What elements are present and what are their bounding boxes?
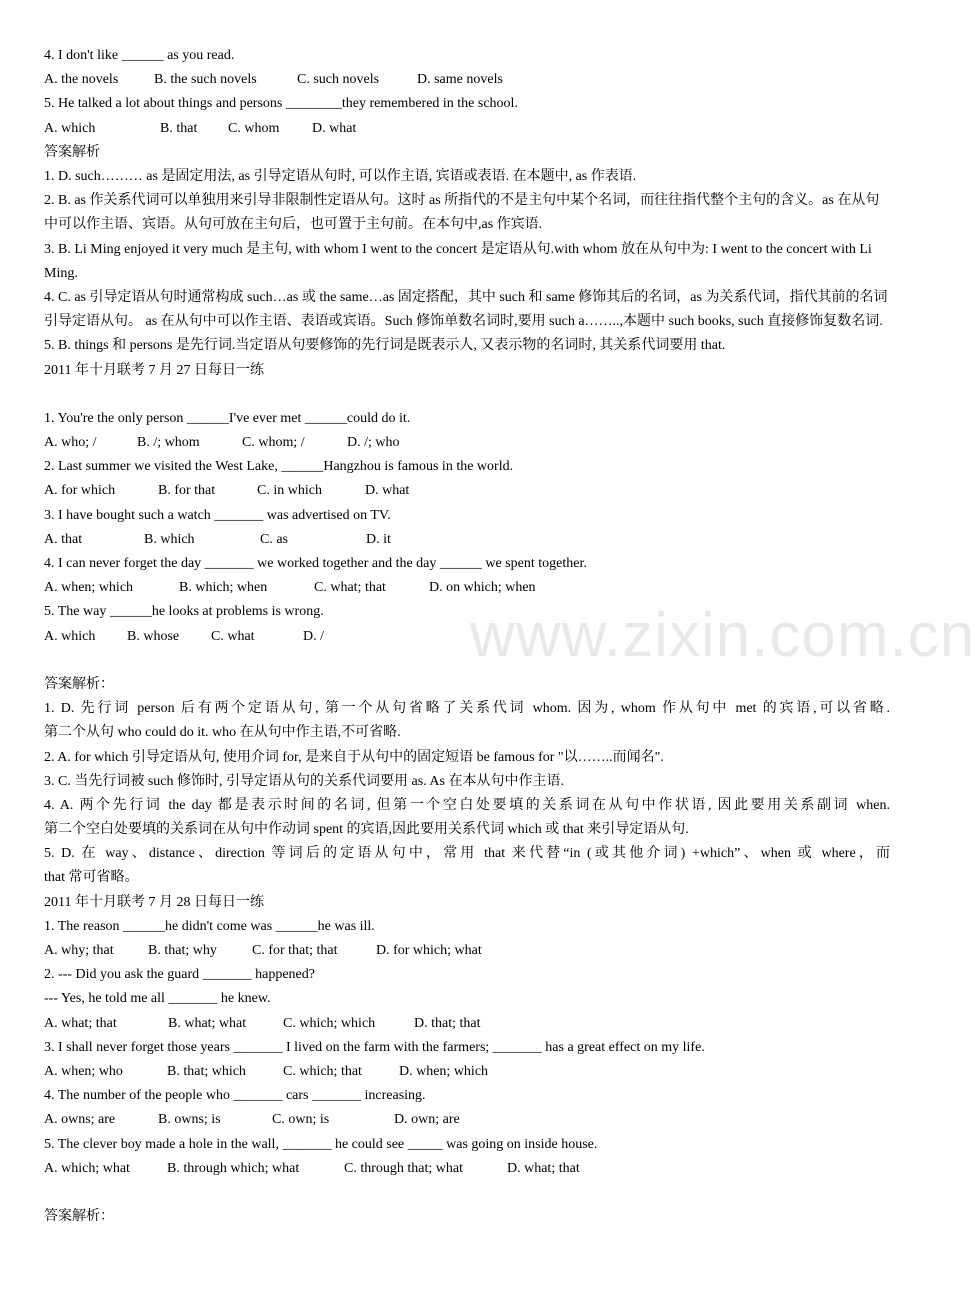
answer-option: C. through that; what bbox=[344, 1160, 463, 1176]
answer-options bbox=[44, 625, 890, 649]
text-line: 第二个从句 who could do it. who 在从句中作主语,不可省略. bbox=[44, 725, 401, 741]
text-line: 3. I shall never forget those years _______ I lived on the farm with the farmers; _______ has a great effect on my life. bbox=[44, 1039, 705, 1055]
blank-line bbox=[44, 1181, 890, 1205]
text-line: 1. D. such……… as 是固定用法, as 引导定语从句时, 可以作主语, 宾语或表语. 在本题中, as 作表语. bbox=[44, 168, 637, 184]
text-line: 2. B. as 作关系代词可以单独用来引导非限制性定语从句。这时 as 所指代的不是主句中某个名词，而往往指代整个主句的含义。as 在从句中可以作主语、宾语。从句可放在主句后，也可置于主句前。在本句中,as 作宾语. bbox=[44, 193, 880, 233]
answer-option: B. what; what bbox=[168, 1015, 247, 1031]
text-line: 5. He talked a lot about things and persons ________they remembered in the school. bbox=[44, 96, 518, 112]
answer-options bbox=[44, 576, 890, 600]
answer-option: A. which; what bbox=[44, 1160, 130, 1176]
text-line: 4. I can never forget the day _______ we worked together and the day ______ we spent together. bbox=[44, 556, 587, 572]
answer-option: C. what; that bbox=[314, 580, 386, 596]
text-line: 5. The way ______he looks at problems is wrong. bbox=[44, 604, 324, 620]
answer-options bbox=[44, 431, 890, 455]
answer-option: D. what bbox=[312, 120, 357, 136]
text-line: 4. A. 两个先行词 the day 都是表示时间的名词, 但第一个空白处要填的关系词在从句中作状语, 因此要用关系副词 when. bbox=[44, 797, 890, 813]
answer-option: B. owns; is bbox=[158, 1112, 221, 1128]
text-line: --- Yes, he told me all _______ he knew. bbox=[44, 991, 271, 1007]
answer-option: C. whom; / bbox=[242, 435, 305, 451]
answer-options bbox=[44, 1060, 890, 1084]
answer-option: C. for that; that bbox=[252, 943, 338, 959]
answer-option: D. / bbox=[303, 628, 324, 644]
answer-options bbox=[44, 528, 890, 552]
answer-option: A. when; who bbox=[44, 1063, 123, 1079]
document-body bbox=[44, 44, 890, 1229]
answer-option: C. as bbox=[260, 531, 288, 547]
text-line: 4. I don't like ______ as you read. bbox=[44, 48, 235, 63]
answer-option: D. for which; what bbox=[376, 943, 482, 959]
answer-option: D. what bbox=[365, 483, 410, 499]
answer-option: D. own; are bbox=[394, 1112, 460, 1128]
text-line: 3. C. 当先行词被 such 修饰时, 引导定语从句的关系代词要用 as. As 在本从句中作主语. bbox=[44, 773, 564, 789]
answer-option: B. for that bbox=[158, 483, 216, 499]
text-line: 2. Last summer we visited the West Lake, ______Hangzhou is famous in the world. bbox=[44, 459, 514, 475]
text-line: 3. I have bought such a watch _______ was advertised on TV. bbox=[44, 507, 391, 523]
text-line: 2. A. for which 引导定语从句, 使用介词 for, 是来自于从句中的固定短语 be famous for "以……..而闻名". bbox=[44, 749, 664, 765]
text-line: 第二个空白处要填的关系词在从句中作动词 spent 的宾语,因此要用关系代词 which 或 that 来引导定语从句. bbox=[44, 822, 689, 838]
answer-option: D. /; who bbox=[347, 435, 400, 451]
text-line: 3. B. Li Ming enjoyed it very much 是主句, with whom I went to the concert 是定语从句.with whom 放在从句中为: I went to the concert with Li Ming. bbox=[44, 241, 872, 281]
blank-line bbox=[44, 649, 890, 673]
text-line: 2. --- Did you ask the guard _______ happened? bbox=[44, 967, 315, 983]
answer-option: B. /; whom bbox=[137, 435, 200, 451]
answer-option: A. owns; are bbox=[44, 1112, 116, 1128]
text-line: 1. The reason ______he didn't come was ______he was ill. bbox=[44, 918, 375, 934]
answer-option: B. which; when bbox=[179, 580, 268, 596]
text-line: 5. The clever boy made a hole in the wall, _______ he could see _____ was going on inside house. bbox=[44, 1136, 598, 1152]
text-line: 2011 年十月联考 7 月 27 日每日一练 bbox=[44, 362, 264, 378]
answer-options bbox=[44, 479, 890, 503]
answer-option: A. that bbox=[44, 531, 83, 547]
text-line: 答案解析 bbox=[44, 144, 100, 160]
answer-option: D. that; that bbox=[414, 1015, 481, 1031]
answer-options bbox=[44, 1157, 890, 1181]
answer-options bbox=[44, 1012, 890, 1036]
answer-option: C. which; which bbox=[283, 1015, 376, 1031]
answer-option: B. the such novels bbox=[154, 72, 257, 88]
answer-option: B. that; which bbox=[167, 1063, 246, 1079]
answer-options bbox=[44, 68, 890, 92]
answer-option: D. what; that bbox=[507, 1160, 580, 1176]
text-line: 4. C. as 引导定语从句时通常构成 such…as 或 the same…as 固定搭配，其中 such 和 same 修饰其后的名词，as 为关系代词，指代其前的名词引导定语从句。 as 在从句中可以作主语、表语或宾语。Such 修饰单数名词时,要用 such a……..,本题中 such books, such 直接修饰复数名词. bbox=[44, 289, 888, 330]
answer-option: B. that; why bbox=[148, 943, 217, 959]
answer-option: B. through which; what bbox=[167, 1160, 300, 1176]
answer-option: D. it bbox=[366, 531, 391, 547]
answer-option: A. which bbox=[44, 628, 96, 644]
answer-options bbox=[44, 117, 890, 141]
answer-option: A. the novels bbox=[44, 72, 119, 88]
text-line: 1. You're the only person ______I've ever met ______could do it. bbox=[44, 410, 411, 426]
watermark: www.zixin.com.cn bbox=[470, 601, 975, 670]
text-line: 答案解析： bbox=[44, 676, 114, 692]
answer-option: C. in which bbox=[257, 483, 322, 499]
answer-option: A. who; / bbox=[44, 435, 97, 451]
answer-option: C. such novels bbox=[297, 72, 380, 88]
answer-option: A. why; that bbox=[44, 943, 114, 959]
answer-option: D. same novels bbox=[417, 72, 503, 88]
answer-option: D. on which; when bbox=[429, 580, 536, 596]
answer-option: A. for which bbox=[44, 483, 116, 499]
text-line: that 常可省略。 bbox=[44, 870, 139, 886]
text-line: 5. D. 在 way、distance、direction 等词后的定语从句中，常用 that 来代替“in (或其他介词) +which”、when 或 where，而 bbox=[44, 846, 890, 862]
answer-option: D. when; which bbox=[399, 1063, 489, 1079]
answer-option: B. whose bbox=[127, 628, 180, 644]
answer-options bbox=[44, 939, 890, 963]
text-line: 2011 年十月联考 7 月 28 日每日一练 bbox=[44, 894, 264, 910]
text-line: 答案解析： bbox=[44, 1209, 114, 1225]
answer-option: B. which bbox=[144, 531, 195, 547]
answer-options bbox=[44, 1108, 890, 1132]
answer-option: B. that bbox=[160, 120, 198, 136]
answer-option: C. what bbox=[211, 628, 255, 644]
answer-option: C. whom bbox=[228, 120, 280, 136]
answer-option: C. own; is bbox=[272, 1112, 330, 1128]
answer-option: A. what; that bbox=[44, 1015, 117, 1031]
text-line: 1. D. 先行词 person 后有两个定语从句, 第一个从句省略了关系代词 whom. 因为, whom 作从句中 met 的宾语,可以省略. bbox=[44, 701, 890, 717]
text-line: 5. B. things 和 persons 是先行词.当定语从句要修饰的先行词是既表示人, 又表示物的名词时, 其关系代词要用 that. bbox=[44, 338, 726, 354]
answer-option: C. which; that bbox=[283, 1063, 362, 1079]
text-line: 4. The number of the people who _______ cars _______ increasing. bbox=[44, 1088, 426, 1104]
answer-option: A. which bbox=[44, 120, 96, 136]
answer-option: A. when; which bbox=[44, 580, 134, 596]
blank-line bbox=[44, 383, 890, 407]
